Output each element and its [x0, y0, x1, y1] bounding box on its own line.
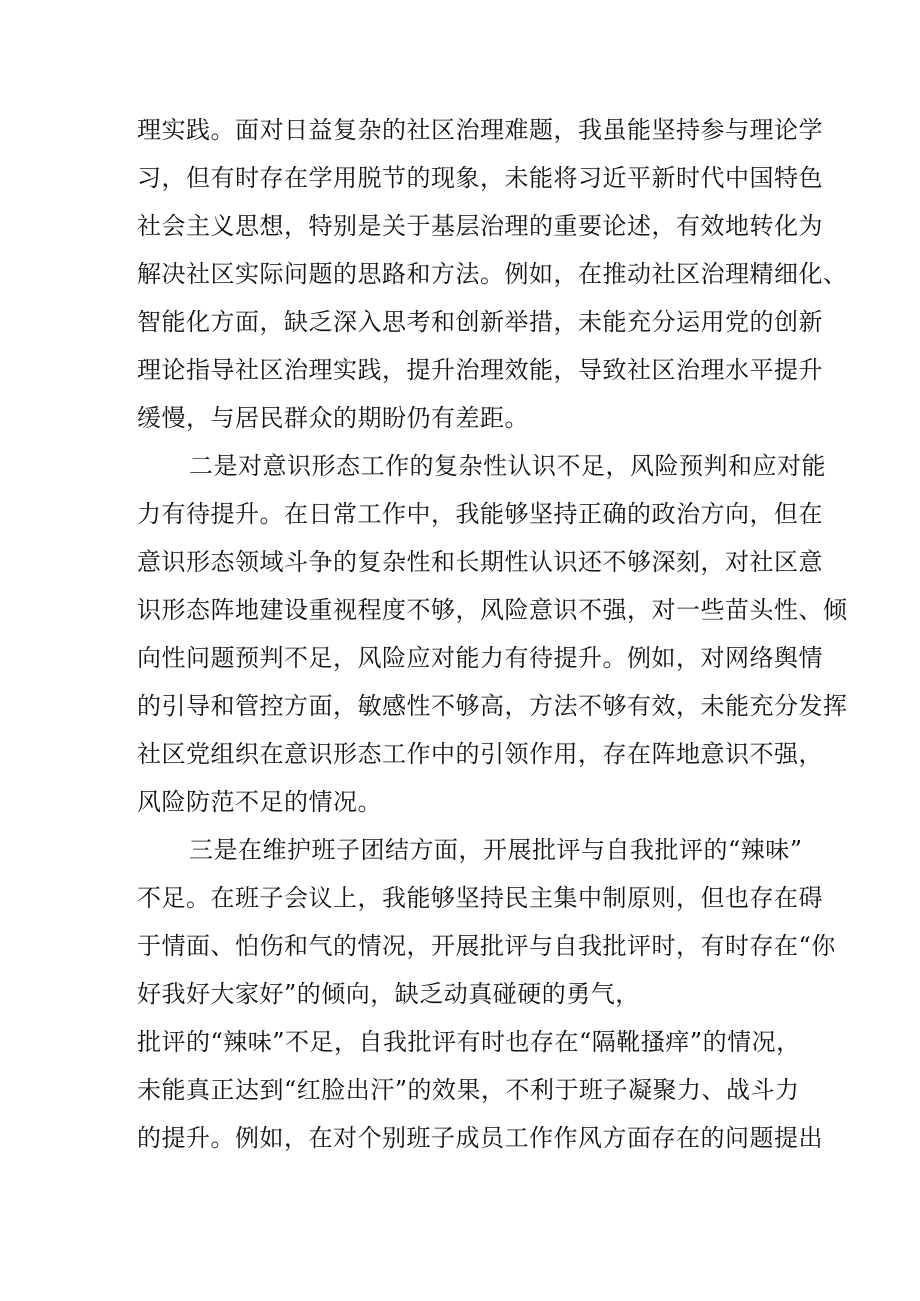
- body-text: [137, 106, 848, 1162]
- paragraph-3-start: 三是在维护班子团结方面，开展批评与自我批评的“辣味”: [189, 836, 803, 864]
- text-line: 风险防范不足的情况。: [137, 788, 382, 816]
- text-line: 向性问题预判不足，风险应对能力有待提升。例如，对网络舆情: [137, 644, 823, 672]
- paragraph-2-start: 二是对意识形态工作的复杂性认识不足，风险预判和应对能: [189, 452, 826, 480]
- text-line: 未能真正达到“红脸出汗”的效果，不利于班子凝聚力、战斗力: [137, 1076, 800, 1104]
- text-line: 缓慢，与居民群众的期盼仍有差距。: [137, 404, 529, 432]
- text-line: 批评的“辣味”不足，自我批评有时也存在“隔靴搔痒”的情况，: [137, 1028, 801, 1056]
- text-line: 智能化方面，缺乏深入思考和创新举措，未能充分运用党的创新: [137, 308, 823, 336]
- text-line: 解决社区实际问题的思路和方法。例如，在推动社区治理精细化、: [137, 260, 848, 288]
- text-line: 的引导和管控方面，敏感性不够高，方法不够有效，未能充分发挥: [137, 692, 848, 720]
- text-line: 不足。在班子会议上，我能够坚持民主集中制原则，但也存在碍: [137, 884, 823, 912]
- text-line: 理论指导社区治理实践，提升治理效能，导致社区治理水平提升: [137, 356, 823, 384]
- text-line: 社会主义思想，特别是关于基层治理的重要论述，有效地转化为: [137, 212, 823, 240]
- text-line: 理实践。面对日益复杂的社区治理难题，我虽能坚持参与理论学: [137, 116, 823, 144]
- text-line: 好我好大家好”的倾向，缺乏动真碰硬的勇气，: [137, 980, 640, 1008]
- text-line: 意识形态领域斗争的复杂性和长期性认识还不够深刻，对社区意: [137, 548, 823, 576]
- text-line: 识形态阵地建设重视程度不够，风险意识不强，对一些苗头性、倾: [137, 596, 848, 624]
- text-line: 社区党组织在意识形态工作中的引领作用，存在阵地意识不强，: [137, 740, 823, 768]
- text-line: 习，但有时存在学用脱节的现象，未能将习近平新时代中国特色: [137, 164, 823, 192]
- text-line: 力有待提升。在日常工作中，我能够坚持正确的政治方向，但在: [137, 500, 823, 528]
- text-line: 的提升。例如，在对个别班子成员工作作风方面存在的问题提出: [137, 1124, 823, 1152]
- text-line: 于情面、怕伤和气的情况，开展批评与自我批评时，有时存在“你: [137, 932, 836, 960]
